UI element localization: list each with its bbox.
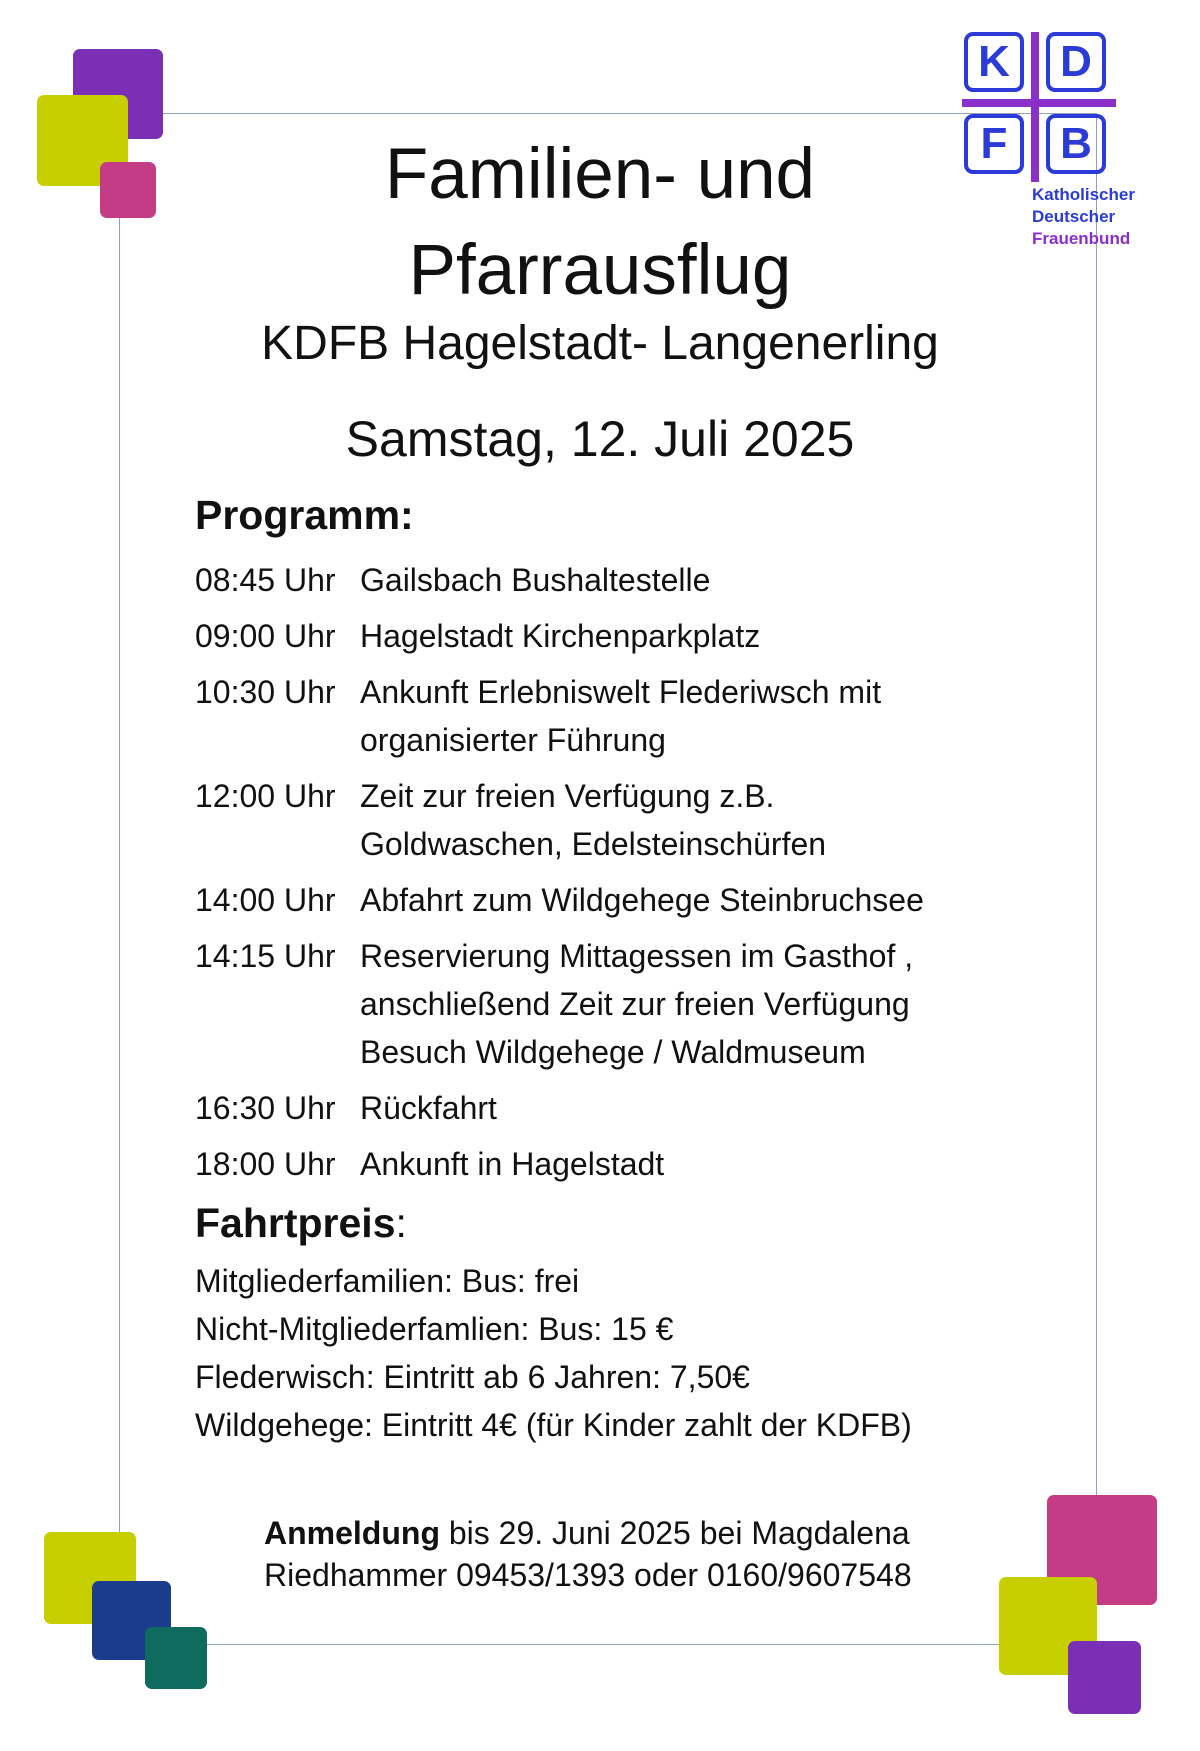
schedule-description xyxy=(360,932,913,1076)
fares-heading xyxy=(195,1200,407,1247)
schedule-description xyxy=(360,612,760,660)
schedule-time: 14:15 Uhr xyxy=(195,938,336,974)
schedule-description xyxy=(360,668,881,764)
schedule-row xyxy=(195,876,995,924)
schedule-description-line: Rückfahrt xyxy=(360,1090,497,1126)
title-line-1: Familien- und xyxy=(384,135,816,214)
registration-label: Anmeldung xyxy=(264,1515,440,1551)
schedule-description-line: Ankunft in Hagelstadt xyxy=(360,1146,665,1182)
fares-heading-colon: : xyxy=(395,1200,407,1246)
program-heading: Programm: xyxy=(195,492,414,538)
event-date: Samstag, 12. Juli 2025 xyxy=(345,411,855,467)
fares-list xyxy=(195,1257,912,1449)
schedule-time: 08:45 Uhr xyxy=(195,562,336,598)
logo-letter-b: B xyxy=(1046,114,1106,174)
schedule-description-line: Besuch Wildgehege / Waldmuseum xyxy=(360,1034,866,1070)
logo-letter-f: F xyxy=(964,114,1024,174)
schedule-time: 16:30 Uhr xyxy=(195,1090,336,1126)
deco-square-teal-bottom-left xyxy=(145,1627,207,1689)
logo-text-frauenbund: Frauenbund xyxy=(1032,229,1131,248)
schedule-row xyxy=(195,772,995,868)
program-schedule xyxy=(195,556,995,1196)
schedule-time: 18:00 Uhr xyxy=(195,1146,336,1182)
title-line-2: Pfarrausflug xyxy=(408,231,792,310)
schedule-description-line: Reservierung Mittagessen im Gasthof , xyxy=(360,938,914,974)
logo-text-deutscher: Deutscher xyxy=(1032,207,1116,226)
schedule-row xyxy=(195,932,995,1076)
registration-deadline: bis 29. Juni 2025 bei Magdalena xyxy=(439,1515,910,1551)
schedule-description xyxy=(360,876,924,924)
registration-info xyxy=(264,1512,912,1596)
schedule-description-line: Gailsbach Bushaltestelle xyxy=(360,562,711,598)
logo-text-katholischer: Katholischer xyxy=(1032,185,1135,204)
fare-line: Mitgliederfamilien: Bus: frei xyxy=(195,1263,580,1299)
fare-line: Wildgehege: Eintritt 4€ (für Kinder zahlt der KDFB) xyxy=(195,1407,912,1443)
logo-letter-d: D xyxy=(1046,32,1106,92)
schedule-description xyxy=(360,1140,664,1188)
schedule-row xyxy=(195,1140,995,1188)
fare-line: Nicht-Mitgliederfamlien: Bus: 15 € xyxy=(195,1311,674,1347)
schedule-description-line: Zeit zur freien Verfügung z.B. xyxy=(360,778,775,814)
schedule-row xyxy=(195,612,995,660)
schedule-time: 12:00 Uhr xyxy=(195,778,336,814)
logo-cross-horizontal xyxy=(962,99,1116,107)
schedule-description-line: Hagelstadt Kirchenparkplatz xyxy=(360,618,761,654)
schedule-time: 10:30 Uhr xyxy=(195,674,336,710)
schedule-row xyxy=(195,556,995,604)
schedule-description-line: Abfahrt zum Wildgehege Steinbruchsee xyxy=(360,882,924,918)
schedule-description-line: Goldwaschen, Edelsteinschürfen xyxy=(360,826,827,862)
subtitle: KDFB Hagelstadt- Langenerling xyxy=(261,317,939,370)
schedule-time: 09:00 Uhr xyxy=(195,618,336,654)
schedule-description-line: organisierter Führung xyxy=(360,722,666,758)
deco-square-purple-bottom-right xyxy=(1068,1641,1141,1714)
schedule-description xyxy=(360,556,710,604)
schedule-row xyxy=(195,668,995,764)
schedule-description xyxy=(360,1084,497,1132)
schedule-description-line: anschließend Zeit zur freien Verfügung xyxy=(360,986,910,1022)
schedule-description-line: Ankunft Erlebniswelt Flederiwsch mit xyxy=(360,674,882,710)
schedule-description xyxy=(360,772,826,868)
fares-heading-text: Fahrtpreis xyxy=(195,1200,396,1246)
fare-line: Flederwisch: Eintritt ab 6 Jahren: 7,50€ xyxy=(195,1359,750,1395)
schedule-row xyxy=(195,1084,995,1132)
schedule-time: 14:00 Uhr xyxy=(195,882,336,918)
logo-letter-k: K xyxy=(964,32,1024,92)
registration-contact: Riedhammer 09453/1393 oder 0160/9607548 xyxy=(264,1557,912,1593)
